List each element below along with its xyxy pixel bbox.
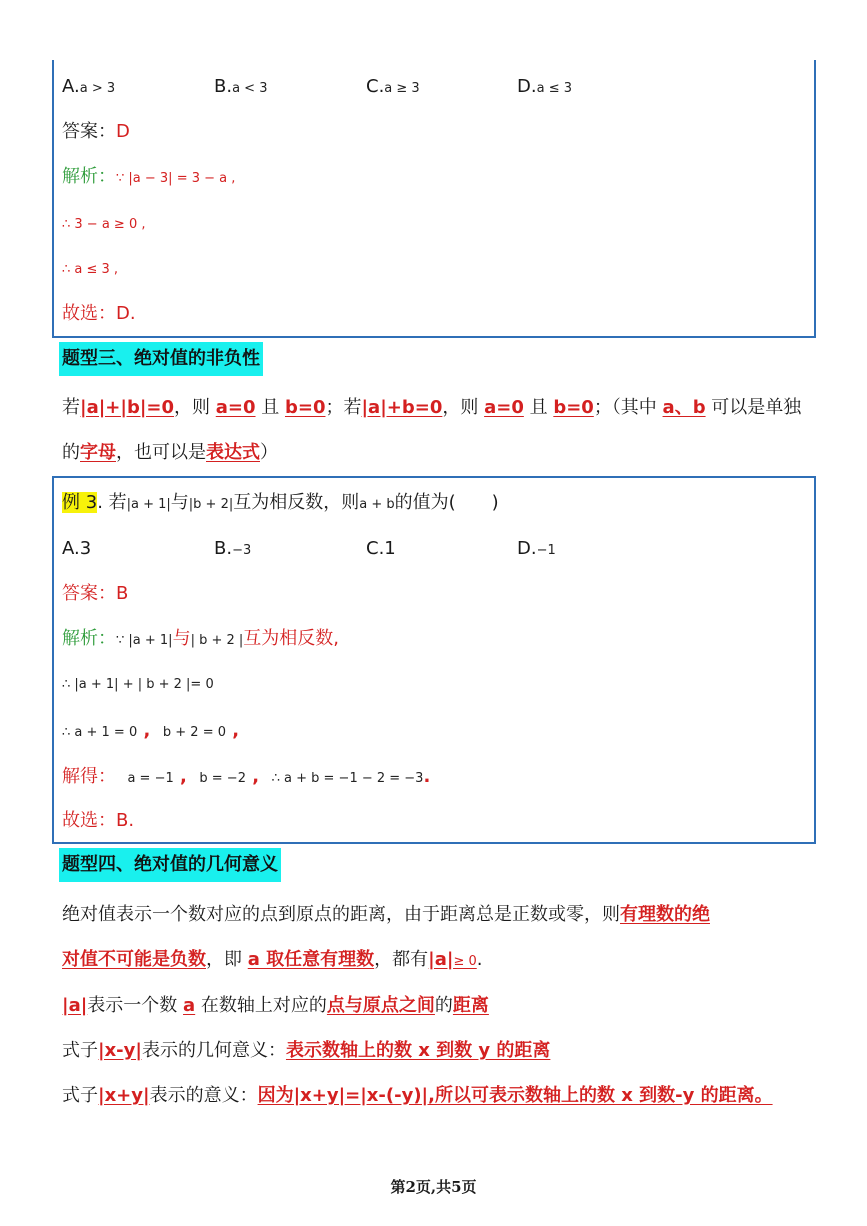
section3-paragraph-line1: 若|a|+|b|=0，则 a=0 且 b=0；若|a|+b=0，则 a=0 且 b=0；（其中 a、b 可以是单独 <box>62 397 802 418</box>
solve-line: 解得： a = −1 , b = −2 , ∴ a + b = −1 − 2 = −3. <box>62 766 431 787</box>
example-label: 例 3 <box>62 492 98 513</box>
analysis-line-3: ∴ a ≤ 3 , <box>62 262 119 277</box>
section-heading-3: 题型三、绝对值的非负性 <box>59 342 263 376</box>
section4-line3: |a|表示一个数 a 在数轴上对应的点与原点之间的距离 <box>62 995 489 1016</box>
option-a: A.a > 3 <box>62 76 116 97</box>
analysis-line-2-3: ∴ a + 1 = 0 , b + 2 = 0 , <box>62 720 240 741</box>
analysis-line-2-2: ∴ |a + 1| + | b + 2 |= 0 <box>62 677 214 692</box>
option-b: B.a < 3 <box>214 76 268 97</box>
option-d: D.a ≤ 3 <box>517 76 572 97</box>
section4-line1: 绝对值表示一个数对应的点到原点的距离，由于距离总是正数或零，则有理数的绝 <box>62 904 710 925</box>
option-c: C.a ≥ 3 <box>366 76 420 97</box>
choose-line-2: 故选：B. <box>62 810 135 831</box>
answer-line-2: 答案：B <box>62 583 129 604</box>
option-a-2: A.3 <box>62 538 92 559</box>
analysis-line-2: ∴ 3 − a ≥ 0 , <box>62 217 146 232</box>
section-heading-4: 题型四、绝对值的几何意义 <box>59 848 281 882</box>
answer-box-1 <box>52 60 816 338</box>
section3-paragraph-line2: 的字母，也可以是表达式） <box>62 442 278 463</box>
example-question: 例 3. 若|a + 1|与|b + 2|互为相反数，则a + b的值为( ) <box>62 492 499 513</box>
analysis-line-1: 解析：∵ |a − 3| = 3 − a , <box>62 166 236 187</box>
section4-line2: 对值不可能是负数，即 a 取任意有理数，都有|a|≥ 0. <box>62 949 483 970</box>
section4-line4: 式子|x-y|表示的几何意义：表示数轴上的数 x 到数 y 的距离 <box>62 1040 551 1061</box>
answer-line: 答案：D <box>62 121 130 142</box>
page-footer: 第2页,共5页 <box>390 1178 477 1196</box>
analysis-line-2-1: 解析：∵ |a + 1|与| b + 2 |互为相反数, <box>62 628 340 649</box>
choose-line: 故选：D. <box>62 303 136 324</box>
option-b-2: B.−3 <box>214 538 252 559</box>
option-c-2: C.1 <box>366 538 396 559</box>
option-d-2: D.−1 <box>517 538 556 559</box>
section4-line5: 式子|x+y|表示的意义：因为|x+y|=|x-(-y)|,所以可表示数轴上的数 x 到数-y 的距离。 <box>62 1085 773 1106</box>
